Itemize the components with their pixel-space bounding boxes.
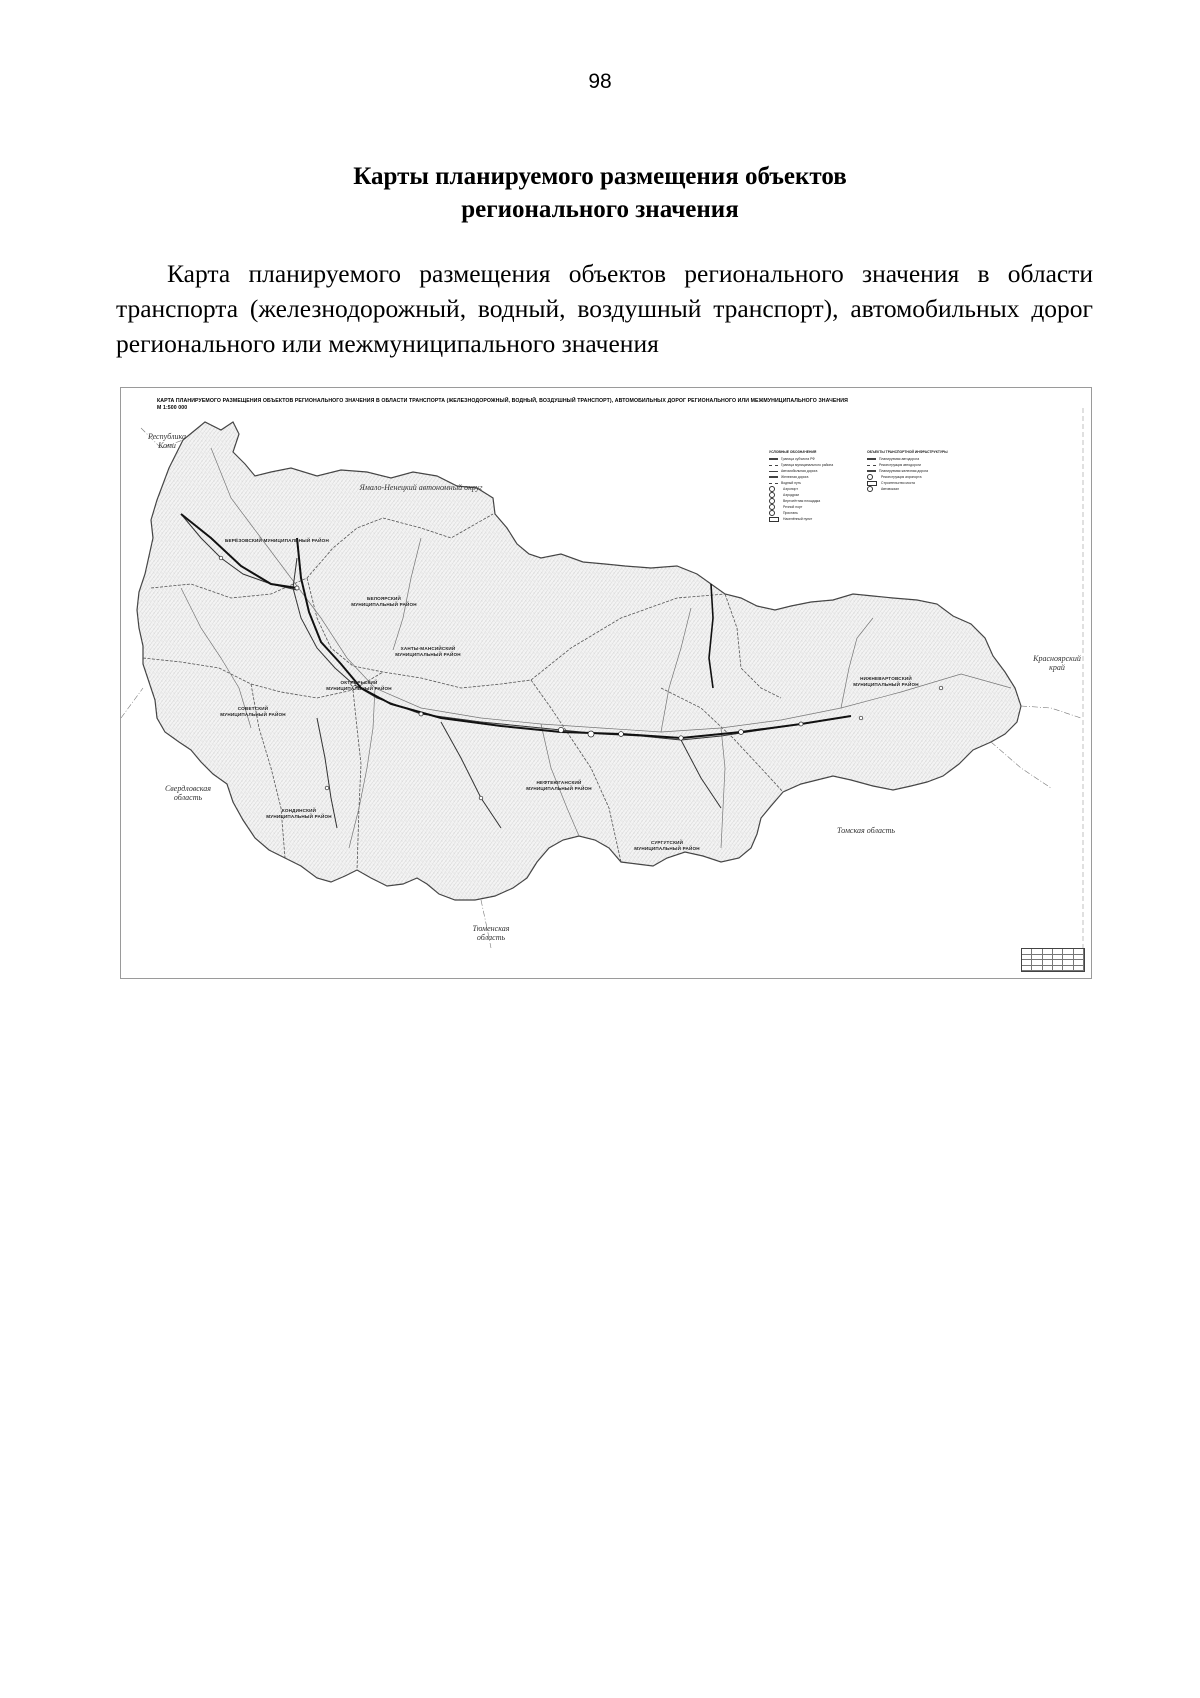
legend-label: Планируемая автодорога (879, 456, 920, 461)
neighbor-label-krasnoyarsk (1029, 654, 1085, 672)
district-beloyarsky-line-1: БЕЛОЯРСКИЙ (366, 596, 402, 601)
district-oktyabrsky-line-2: МУНИЦИПАЛЬНЫЙ РАЙОН (326, 685, 392, 691)
legend-swatch (867, 458, 876, 460)
legend-column-right (867, 450, 959, 492)
legend-label: Планируемая железная дорога (879, 468, 929, 473)
district-kondinsky-line-2: МУНИЦИПАЛЬНЫЙ РАЙОН (266, 813, 332, 819)
district-label-khanty (383, 646, 473, 657)
legend-label: Автомобильная дорога (781, 468, 818, 473)
legend-label: Граница субъекта РФ (781, 456, 815, 461)
legend-left-heading: УСЛОВНЫЕ ОБОЗНАЧЕНИЯ (769, 450, 817, 454)
legend-swatch (769, 517, 779, 522)
district-nizhnevartovsky-line-2: МУНИЦИПАЛЬНЫЙ РАЙОН (853, 681, 919, 687)
page-title-line-1: Карты планируемого размещения объектов (353, 163, 847, 190)
district-label-beloyarsky (339, 596, 429, 607)
district-kondinsky-line-1: КОНДИНСКИЙ (281, 808, 317, 813)
district-nefteyugansky-line-1: НЕФТЕЮГАНСКИЙ (536, 780, 582, 785)
legend-column-left (769, 450, 861, 522)
district-surgutsky-line-2: МУНИЦИПАЛЬНЫЙ РАЙОН (634, 845, 700, 851)
legend-swatch (867, 486, 873, 492)
legend-row (769, 516, 861, 522)
page-title-line-2: регионального значения (461, 196, 739, 223)
district-label-oktyabrsky (319, 680, 399, 691)
legend-label: Реконструкция автодороги (879, 462, 921, 467)
neighbor-komi-line-2: Коми (158, 441, 176, 450)
district-beloyarsky-line-2: МУНИЦИПАЛЬНЫЙ РАЙОН (351, 601, 417, 607)
legend-row (867, 486, 959, 492)
neighbor-sverdlovsk-line-1: Свердловская (164, 784, 212, 793)
neighbor-label-tomsk: Томская область (836, 826, 896, 835)
page-number: 98 (588, 70, 612, 93)
neighbor-krasnoyarsk-line-1: Красноярский (1033, 654, 1081, 663)
district-surgutsky-line-1: СУРГУТСКИЙ (650, 840, 684, 845)
district-label-kondinsky (259, 808, 339, 819)
legend-swatch (769, 510, 775, 516)
legend-label: Реконструкция аэропорта (881, 474, 922, 479)
district-label-nizhnevartovsky (841, 676, 931, 687)
legend-swatch (769, 458, 778, 460)
legend-label: Населённый пункт (783, 516, 813, 521)
district-label-sovetsky (213, 706, 293, 717)
legend-label: Пристань (783, 510, 798, 515)
legend-label: Железная дорога (781, 474, 809, 479)
legend-label: Вертолётная площадка (783, 498, 821, 503)
district-label-berezovsky: БЕРЁЗОВСКИЙ МУНИЦИПАЛЬНЫЙ РАЙОН (225, 538, 329, 543)
district-nefteyugansky-line-2: МУНИЦИПАЛЬНЫЙ РАЙОН (526, 785, 592, 791)
legend-label: Аэродром (783, 492, 799, 497)
legend-label: Граница муниципального района (781, 462, 834, 467)
neighbor-label-tyumen (461, 924, 521, 942)
district-label-surgutsky (627, 840, 707, 851)
legend-swatch (769, 471, 778, 472)
map-caption: Карта планируемого размещения объектов регионального значения в области транспорта (железнодорожный, водный, воздушный транспорт), автомобильных дорог регионального или межмуниципального значения (116, 259, 1093, 358)
legend-label: Аэропорт (783, 486, 798, 491)
legend-right-heading: ОБЪЕКТЫ ТРАНСПОРТНОЙ ИНФРАСТРУКТУРЫ (867, 450, 948, 454)
legend-swatch (867, 481, 877, 486)
legend-label: Автовокзал (881, 486, 899, 491)
district-khanty-line-1: ХАНТЫ-МАНСИЙСКИЙ (400, 646, 456, 651)
map-figure (120, 387, 1092, 979)
legend-label: Речной порт (783, 504, 803, 509)
map-title (157, 398, 1017, 412)
district-sovetsky-line-1: СОВЕТСКИЙ (237, 706, 269, 711)
district-sovetsky-line-2: МУНИЦИПАЛЬНЫЙ РАЙОН (220, 711, 286, 717)
district-nizhnevartovsky-line-1: НИЖНЕВАРТОВСКИЙ (860, 676, 912, 681)
district-khanty-line-2: МУНИЦИПАЛЬНЫЙ РАЙОН (395, 651, 461, 657)
neighbor-krasnoyarsk-line-2: край (1049, 663, 1065, 672)
district-oktyabrsky-line-1: ОКТЯБРЬСКИЙ (340, 680, 378, 685)
legend-swatch (867, 465, 876, 466)
map-scale: М 1:500 000 (157, 405, 188, 411)
legend-swatch (769, 483, 778, 484)
neighbor-label-komi (137, 432, 197, 450)
legend-swatch (769, 476, 778, 478)
neighbor-tyumen-line-2: область (476, 933, 506, 942)
neighbor-sverdlovsk-line-2: область (173, 793, 203, 802)
page-title (100, 160, 1100, 226)
map-title-text: КАРТА ПЛАНИРУЕМОГО РАЗМЕЩЕНИЯ ОБЪЕКТОВ РЕГИОНАЛЬНОГО ЗНАЧЕНИЯ В ОБЛАСТИ ТРАНСПОРТА (ЖЕЛЕЗНОДОРОЖНЫЙ, ВОДНЫЙ, ВОЗДУШНЫЙ ТРАНСПОРТ), АВТОМОБИЛЬНЫХ ДОРОГ РЕГИОНАЛЬНОГО ИЛИ МЕЖМУНИЦИПАЛЬНОГО ЗНАЧЕНИЯ (157, 398, 848, 404)
legend-swatch (769, 465, 778, 466)
neighbor-label-yanao: Ямало-Ненецкий автономный округ (359, 483, 483, 492)
neighbor-label-sverdlovsk (157, 784, 219, 802)
legend-label: Строительство моста (881, 480, 915, 485)
legend-swatch (867, 474, 873, 480)
legend-label: Водный путь (781, 480, 802, 485)
neighbor-tyumen-line-1: Тюменская (472, 924, 510, 933)
neighbor-komi-line-1: Республика (148, 432, 186, 441)
legend-swatch (867, 470, 876, 472)
district-label-nefteyugansky (519, 780, 599, 791)
title-block-stamp (1021, 948, 1085, 972)
